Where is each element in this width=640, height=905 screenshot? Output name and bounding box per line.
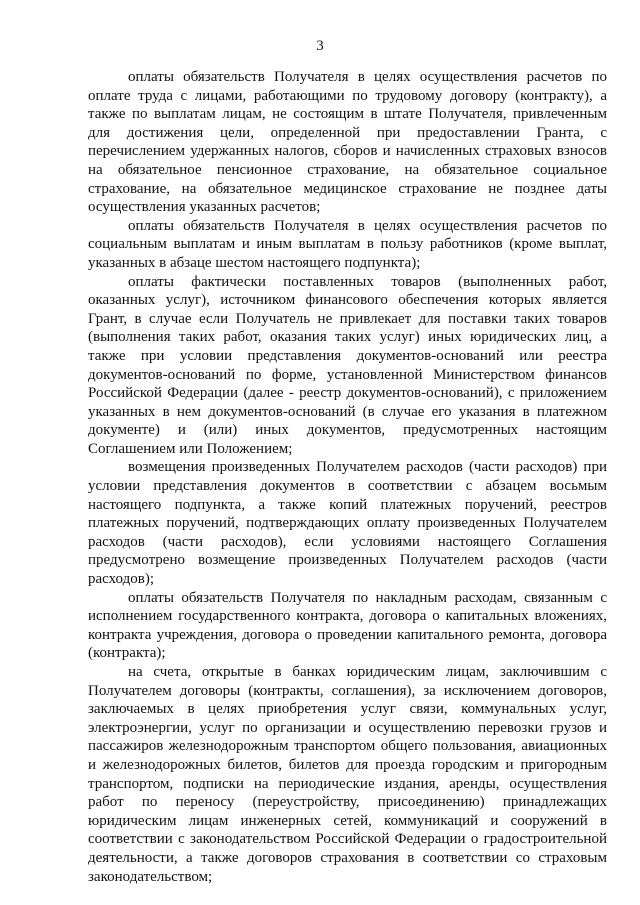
document-body — [88, 68, 607, 886]
page-number: 3 — [316, 38, 324, 54]
paragraph-labor-payments: оплаты обязательств Получателя в целях осуществления расчетов по оплате труда с лицами, работающими по трудовому договору (контракту), а также по выплатам лицам, не состоящим в штате Получателя, привлеченным для достижения цели, определенной при предоставлении Гранта, с перечислением удержанных налогов, сборов и начисленных страховых взносов на обязательное пенсионное страхование, на обязательное социальное страхование, на обязательное медицинское страхование не позднее даты осуществления указанных расчетов; — [88, 69, 607, 216]
paragraph-overhead-payments: оплаты обязательств Получателя по накладным расходам, связанным с исполнением государственного контракта, договора о капитальных вложениях, контракта учреждения, договора о проведении капитального ремонта, договора (контракта); — [88, 589, 607, 662]
paragraph-social-payments: оплаты обязательств Получателя в целях осуществления расчетов по социальным выплатам и иным выплатам в пользу работников (кроме выплат, указанных в абзаце шестом настоящего подпункта); — [88, 217, 607, 271]
paragraph-expense-reimbursement: возмещения произведенных Получателем расходов (части расходов) при условии представления документов в соответствии с абзацем восьмым настоящего подпункта, а также копий платежных поручений, реестров платежных поручений, подтверждающих оплату произведенных Получателем расходов (части расходов), если условиями настоящего Соглашения предусмотрено возмещение произведенных Получателем расходов (части расходов); — [88, 459, 607, 588]
paragraph-goods-payments: оплаты фактически поставленных товаров (выполненных работ, оказанных услуг), источником финансового обеспечения которых является Грант, в случае если Получатель не привлекает для поставки таких товаров (выполнения таких работ, оказания таких услуг) иных юридических лиц, а также при условии представления документов-оснований или реестра документов-оснований по форме, установленной Министерством финансов Российской Федерации (далее - реестр документов-оснований), с приложением указанных в нем документов-оснований (в случае его указания в платежном документе) и (или) иных документов, предусмотренных настоящим Соглашением или Положением; — [88, 273, 607, 457]
paragraph-bank-accounts: на счета, открытые в банках юридическим лицам, заключившим с Получателем договоры (контракты, соглашения), за исключением договоров, заключаемых в целях приобретения услуг связи, коммунальных услуг, электроэнергии, услуг по организации и осуществлению перевозки грузов и пассажиров железнодорожным транспортом общего пользования, авиационных и железнодорожных билетов, билетов для проезда городским и пригородным транспортом, подписки на периодические издания, аренды, осуществления работ по переносу (переустройству, присоединению) принадлежащих юридическим лицам инженерных сетей, коммуникаций и сооружений в соответствии с законодательством Российской Федерации о градостроительной деятельности, а также договоров страхования в соответствии со страховым законодательством; — [88, 664, 607, 885]
